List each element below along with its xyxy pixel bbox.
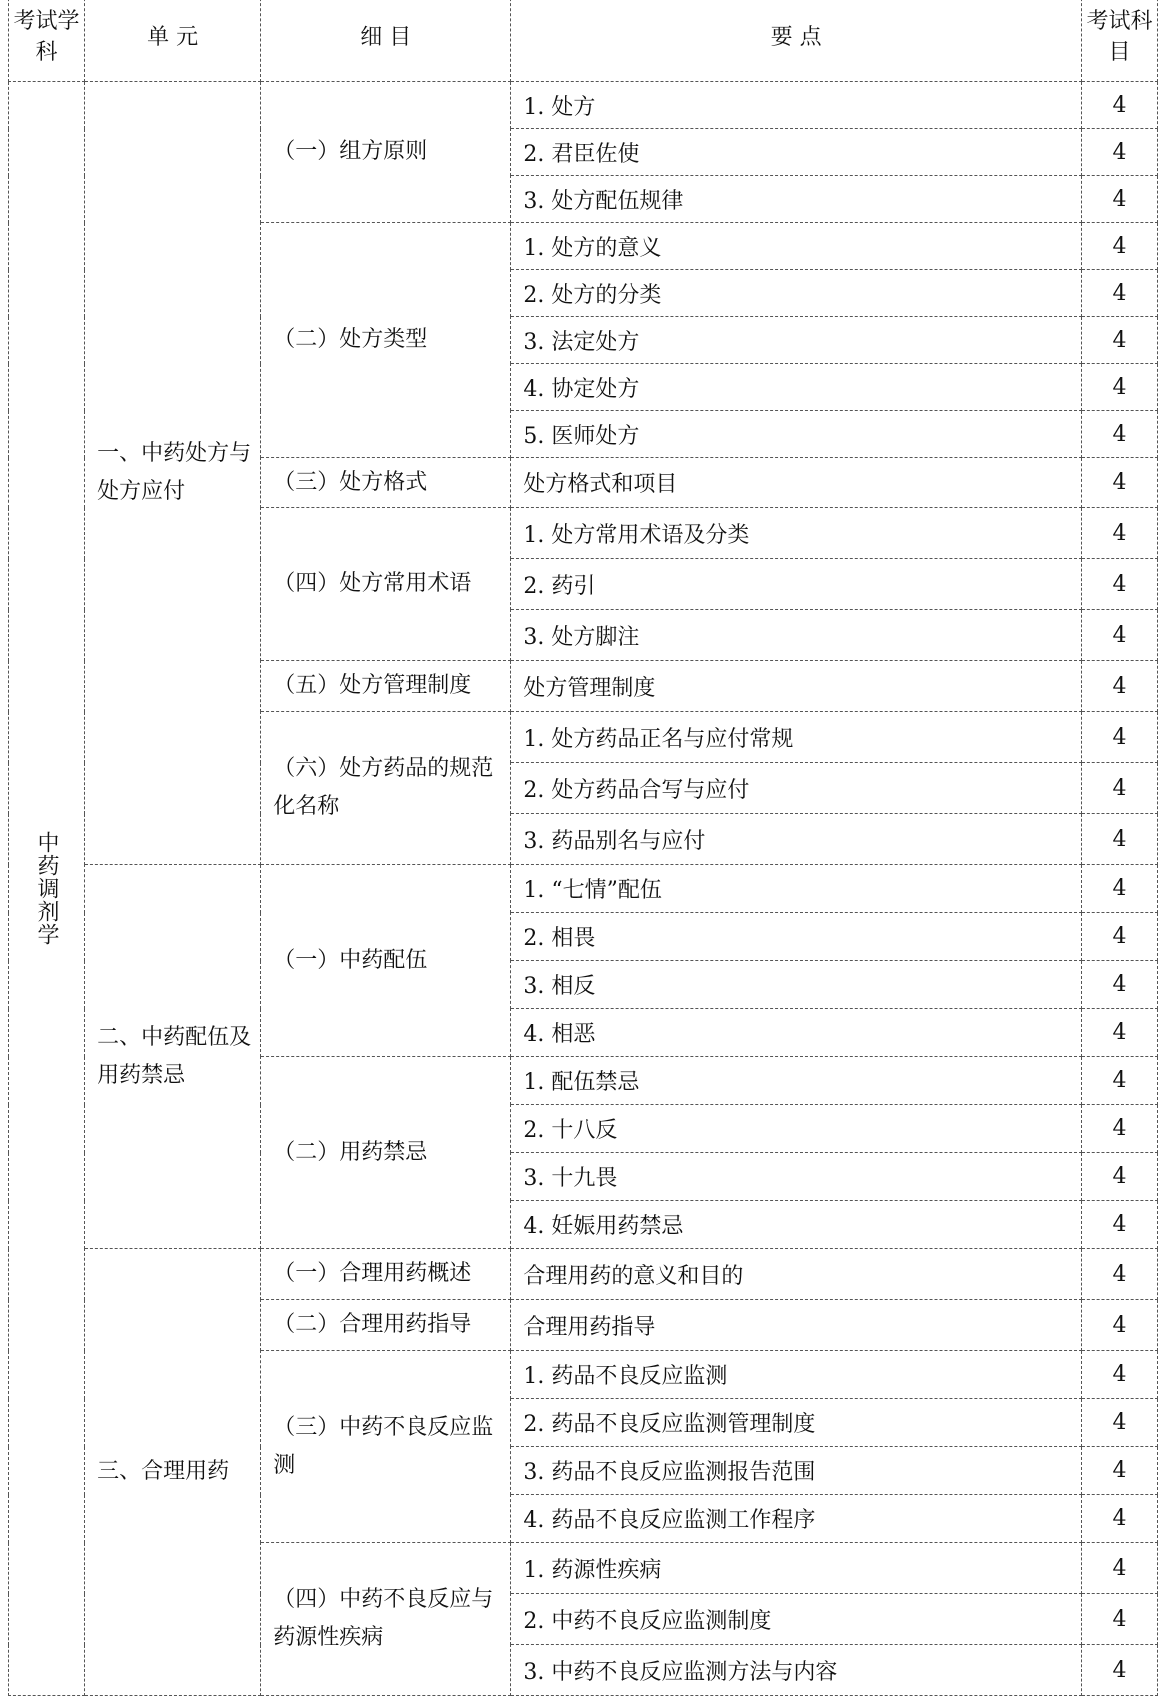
point-cell: 3. 中药不良反应监测方法与内容 xyxy=(511,1645,1081,1696)
exam-cell: 4 xyxy=(1081,1201,1157,1249)
exam-cell: 4 xyxy=(1081,1351,1157,1399)
unit-cell: 一、中药处方与处方应付 xyxy=(85,82,261,865)
syllabus-page xyxy=(8,0,1158,1696)
point-cell: 1. 药品不良反应监测 xyxy=(511,1351,1081,1399)
point-cell: 1. 处方常用术语及分类 xyxy=(511,508,1081,559)
item-cell: （五）处方管理制度 xyxy=(261,661,511,712)
exam-cell: 4 xyxy=(1081,1300,1157,1351)
exam-cell: 4 xyxy=(1081,913,1157,961)
point-cell: 1. 处方的意义 xyxy=(511,223,1081,270)
point-cell: 1. 药源性疾病 xyxy=(511,1543,1081,1594)
item-cell: （二）处方类型 xyxy=(261,223,511,458)
point-cell: 3. 药品别名与应付 xyxy=(511,814,1081,865)
exam-cell: 4 xyxy=(1081,865,1157,913)
item-cell: （一）中药配伍 xyxy=(261,865,511,1057)
unit-cell: 三、合理用药 xyxy=(85,1249,261,1696)
point-cell: 3. 十九畏 xyxy=(511,1153,1081,1201)
exam-cell: 4 xyxy=(1081,814,1157,865)
subject-cell xyxy=(9,82,85,1696)
point-cell: 处方格式和项目 xyxy=(511,458,1081,508)
point-cell: 3. 处方配伍规律 xyxy=(511,176,1081,223)
point-cell: 5. 医师处方 xyxy=(511,411,1081,458)
exam-cell: 4 xyxy=(1081,411,1157,458)
exam-cell: 4 xyxy=(1081,1543,1157,1594)
point-cell: 2. 中药不良反应监测制度 xyxy=(511,1594,1081,1645)
point-cell: 4. 妊娠用药禁忌 xyxy=(511,1201,1081,1249)
header-exam: 考试科目 xyxy=(1081,0,1157,82)
subject-name: 中药调剂学 xyxy=(34,831,60,946)
point-cell: 2. 处方的分类 xyxy=(511,270,1081,317)
item-cell: （四）中药不良反应与药源性疾病 xyxy=(261,1543,511,1696)
header-unit: 单 元 xyxy=(85,0,261,82)
exam-cell: 4 xyxy=(1081,712,1157,763)
point-cell: 1. 处方药品正名与应付常规 xyxy=(511,712,1081,763)
header-points: 要 点 xyxy=(511,0,1081,82)
unit-cell: 二、中药配伍及用药禁忌 xyxy=(85,865,261,1249)
exam-cell: 4 xyxy=(1081,270,1157,317)
exam-cell: 4 xyxy=(1081,1399,1157,1447)
exam-cell: 4 xyxy=(1081,1594,1157,1645)
exam-cell: 4 xyxy=(1081,1645,1157,1696)
point-cell: 合理用药指导 xyxy=(511,1300,1081,1351)
exam-cell: 4 xyxy=(1081,1009,1157,1057)
exam-cell: 4 xyxy=(1081,82,1157,129)
point-cell: 4. 药品不良反应监测工作程序 xyxy=(511,1495,1081,1543)
point-cell: 2. 相畏 xyxy=(511,913,1081,961)
point-cell: 1. 处方 xyxy=(511,82,1081,129)
item-cell: （一）合理用药概述 xyxy=(261,1249,511,1300)
exam-cell: 4 xyxy=(1081,961,1157,1009)
point-cell: 1. “七情”配伍 xyxy=(511,865,1081,913)
item-cell: （一）组方原则 xyxy=(261,82,511,223)
item-cell: （三）中药不良反应监测 xyxy=(261,1351,511,1543)
point-cell: 2. 药引 xyxy=(511,559,1081,610)
point-cell: 3. 处方脚注 xyxy=(511,610,1081,661)
exam-cell: 4 xyxy=(1081,129,1157,176)
point-cell: 2. 君臣佐使 xyxy=(511,129,1081,176)
exam-cell: 4 xyxy=(1081,763,1157,814)
point-cell: 2. 药品不良反应监测管理制度 xyxy=(511,1399,1081,1447)
point-cell: 3. 相反 xyxy=(511,961,1081,1009)
point-cell: 处方管理制度 xyxy=(511,661,1081,712)
exam-cell: 4 xyxy=(1081,317,1157,364)
header-item: 细 目 xyxy=(261,0,511,82)
point-cell: 4. 相恶 xyxy=(511,1009,1081,1057)
table-row xyxy=(9,82,1158,129)
exam-cell: 4 xyxy=(1081,610,1157,661)
point-cell: 3. 法定处方 xyxy=(511,317,1081,364)
exam-cell: 4 xyxy=(1081,176,1157,223)
exam-cell: 4 xyxy=(1081,661,1157,712)
syllabus-table xyxy=(8,0,1158,1696)
exam-cell: 4 xyxy=(1081,458,1157,508)
exam-cell: 4 xyxy=(1081,1447,1157,1495)
item-cell: （二）用药禁忌 xyxy=(261,1057,511,1249)
item-cell: （六）处方药品的规范化名称 xyxy=(261,712,511,865)
point-cell: 1. 配伍禁忌 xyxy=(511,1057,1081,1105)
point-cell: 2. 十八反 xyxy=(511,1105,1081,1153)
exam-cell: 4 xyxy=(1081,559,1157,610)
exam-cell: 4 xyxy=(1081,1105,1157,1153)
point-cell: 2. 处方药品合写与应付 xyxy=(511,763,1081,814)
header-subject: 考试学科 xyxy=(9,0,85,82)
point-cell: 合理用药的意义和目的 xyxy=(511,1249,1081,1300)
exam-cell: 4 xyxy=(1081,1249,1157,1300)
item-cell: （二）合理用药指导 xyxy=(261,1300,511,1351)
exam-cell: 4 xyxy=(1081,364,1157,411)
exam-cell: 4 xyxy=(1081,1495,1157,1543)
table-row xyxy=(9,1249,1158,1300)
table-row xyxy=(9,865,1158,913)
header-row xyxy=(9,0,1158,82)
point-cell: 4. 协定处方 xyxy=(511,364,1081,411)
exam-cell: 4 xyxy=(1081,508,1157,559)
exam-cell: 4 xyxy=(1081,1153,1157,1201)
point-cell: 3. 药品不良反应监测报告范围 xyxy=(511,1447,1081,1495)
item-cell: （三）处方格式 xyxy=(261,458,511,508)
exam-cell: 4 xyxy=(1081,223,1157,270)
item-cell: （四）处方常用术语 xyxy=(261,508,511,661)
exam-cell: 4 xyxy=(1081,1057,1157,1105)
